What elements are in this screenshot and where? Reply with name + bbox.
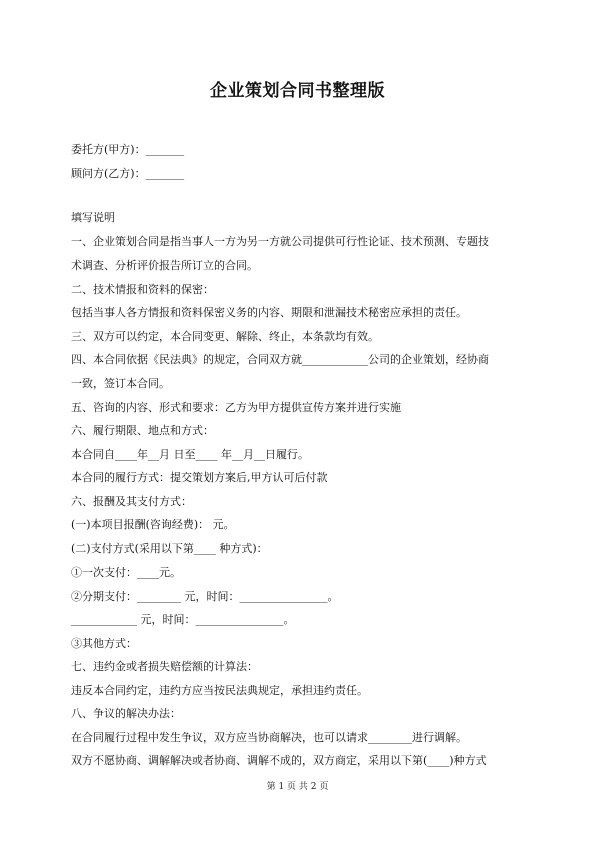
body-line: (二)支付方式(采用以下第____ 种方式)：	[71, 542, 268, 555]
consultant-party-line: 顾问方(乙方)：_______	[71, 167, 185, 180]
body-line: 五、咨询的内容、形式和要求：乙方为甲方提供宣传方案并进行实施	[71, 401, 401, 414]
section-heading: 六、履行期限、地点和方式：	[71, 424, 214, 437]
body-line: 包括当事人各方情报和资料保密义务的内容、期限和泄漏技术秘密应承担的责任。	[71, 306, 467, 319]
body-line: ③其他方式：	[71, 637, 137, 650]
section-heading: 二、技术情报和资料的保密：	[71, 283, 214, 296]
body-line: ②分期支付：________ 元，时间：________________。	[71, 590, 339, 603]
section-heading: 七、违约金或者损失赔偿额的计算法：	[71, 660, 258, 673]
body-line: 双方不愿协商、调解解决或者协商、调解不成的，双方商定，采用以下第(____)种方式	[71, 754, 487, 767]
body-line: 本合同的履行方式：提交策划方案后,甲方认可后付款	[71, 471, 328, 484]
section-heading: 六、报酬及其支付方式：	[71, 495, 192, 508]
page-number-footer: 第 1 页 共 2 页	[266, 782, 329, 792]
body-line: 一、企业策划合同是指当事人一方为另一方就公司提供可行性论证、技术预测、专题技	[71, 235, 489, 248]
body-line: 一致，签订本合同。	[71, 377, 170, 390]
body-line: ____________ 元，时间：________________。	[71, 613, 295, 626]
body-line: 四、本合同依据《民法典》的规定，合同双方就____________公司的企业策划，经协商	[71, 353, 489, 366]
document-title: 企业策划合同书整理版	[210, 81, 385, 101]
body-line: (一)本项目报酬(咨询经费)： 元。	[71, 518, 235, 531]
body-line: 在合同履行过程中发生争议，双方应当协商解决，也可以请求________进行调解。	[71, 731, 467, 744]
instructions-heading: 填写说明	[71, 211, 115, 224]
body-line: 术调查、分析评价报告所订立的合同。	[71, 259, 258, 272]
body-line: 违反本合同约定，违约方应当按民法典规定，承担违约责任。	[71, 684, 368, 697]
body-line: 本合同自____年__月 日至____ 年__月__日履行。	[71, 448, 309, 461]
body-line: 三、双方可以约定，本合同变更、解除、终止，本条款均有效。	[71, 330, 379, 343]
section-heading: 八、争议的解决办法：	[71, 707, 181, 720]
client-party-line: 委托方(甲方)：_______	[71, 143, 185, 156]
body-line: ①一次支付：____元。	[71, 566, 181, 579]
